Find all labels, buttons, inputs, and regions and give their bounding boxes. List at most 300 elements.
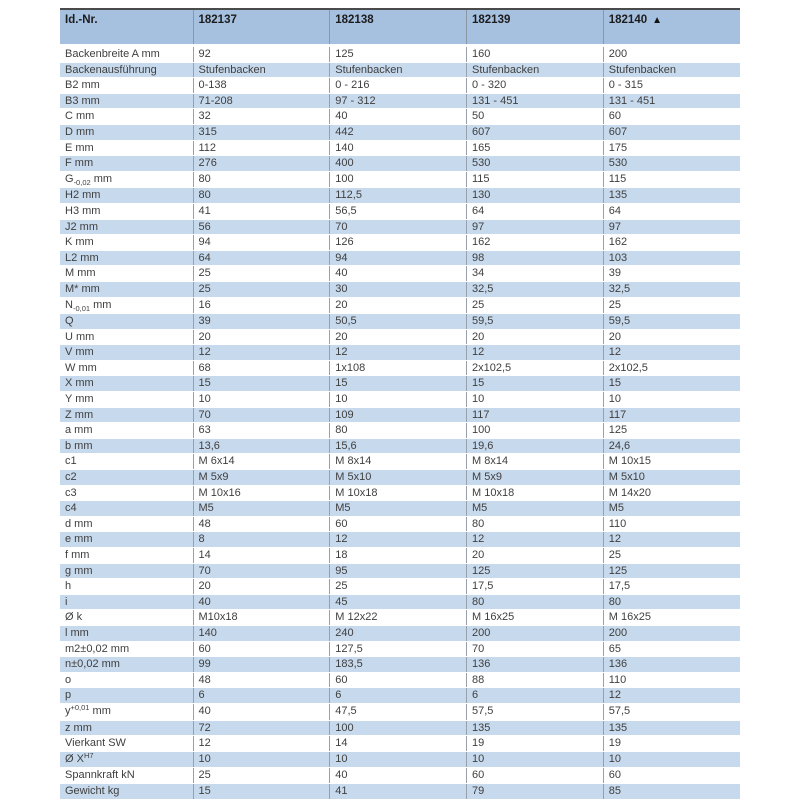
value-cell: 47,5 (330, 703, 467, 720)
value-cell: 94 (330, 250, 467, 266)
value-cell: 12 (330, 532, 467, 548)
value-cell: 41 (193, 203, 330, 219)
row-label: Q (60, 314, 193, 330)
value-cell: 17,5 (467, 579, 604, 595)
value-cell: 135 (467, 720, 604, 736)
value-cell: 10 (467, 392, 604, 408)
value-cell: 80 (193, 188, 330, 204)
table-row (60, 407, 740, 423)
value-cell: 80 (603, 594, 740, 610)
value-cell: 10 (330, 751, 467, 768)
table-row (60, 438, 740, 454)
value-cell: 12 (193, 345, 330, 361)
value-cell: 10 (330, 392, 467, 408)
value-cell: 80 (467, 594, 604, 610)
value-cell: 25 (330, 579, 467, 595)
value-cell: 64 (603, 203, 740, 219)
row-label: f mm (60, 548, 193, 564)
table-row (60, 78, 740, 94)
spec-table-wrap (60, 8, 740, 800)
row-label: J2 mm (60, 219, 193, 235)
value-cell: 240 (330, 625, 467, 641)
value-cell: 80 (467, 516, 604, 532)
table-row (60, 281, 740, 297)
table-row (60, 470, 740, 486)
value-cell: 50,5 (330, 314, 467, 330)
value-cell: 71-208 (193, 93, 330, 109)
value-cell: 19 (603, 736, 740, 752)
value-cell: 10 (467, 751, 604, 768)
value-cell: 115 (467, 171, 604, 188)
value-cell: 607 (467, 124, 604, 140)
value-cell: 136 (603, 657, 740, 673)
row-label: n±0,02 mm (60, 657, 193, 673)
value-cell: 65 (603, 641, 740, 657)
value-cell: Stufenbacken (193, 62, 330, 78)
table-row (60, 203, 740, 219)
value-cell: 165 (467, 140, 604, 156)
row-label: e mm (60, 532, 193, 548)
value-cell: 70 (330, 219, 467, 235)
table-row (60, 124, 740, 140)
row-label: g mm (60, 563, 193, 579)
value-cell: 80 (330, 423, 467, 439)
value-cell: M 5x10 (603, 470, 740, 486)
table-row (60, 579, 740, 595)
table-row (60, 423, 740, 439)
value-cell: M 12x22 (330, 610, 467, 626)
value-cell: 115 (603, 171, 740, 188)
value-cell: 25 (467, 297, 604, 314)
value-cell: 136 (467, 657, 604, 673)
table-row (60, 188, 740, 204)
value-cell: 88 (467, 672, 604, 688)
value-cell: 40 (330, 109, 467, 125)
value-cell: 32,5 (603, 281, 740, 297)
value-cell: M 5x9 (467, 470, 604, 486)
row-label: o (60, 672, 193, 688)
value-cell: 12 (330, 345, 467, 361)
value-cell: 6 (330, 688, 467, 704)
row-label: Ø $X^{H7}$ (60, 751, 193, 768)
value-cell: 110 (603, 516, 740, 532)
value-cell: M 16x25 (467, 610, 604, 626)
row-label: i (60, 594, 193, 610)
value-cell: 125 (330, 46, 467, 63)
value-cell: 15 (603, 376, 740, 392)
value-cell: 17,5 (603, 579, 740, 595)
table-row (60, 219, 740, 235)
row-label: K mm (60, 235, 193, 251)
value-cell: M 8x14 (467, 454, 604, 470)
row-label: Backenbreite A mm (60, 46, 193, 63)
table-row (60, 720, 740, 736)
value-cell: 19,6 (467, 438, 604, 454)
value-cell: 175 (603, 140, 740, 156)
value-cell: 0 - 216 (330, 78, 467, 94)
value-cell: 140 (330, 140, 467, 156)
value-cell: 1x108 (330, 360, 467, 376)
value-cell: 56 (193, 219, 330, 235)
row-label: D mm (60, 124, 193, 140)
value-cell: 68 (193, 360, 330, 376)
row-label: l mm (60, 625, 193, 641)
row-label: Spannkraft kN (60, 768, 193, 784)
value-cell: 60 (330, 516, 467, 532)
row-label: M mm (60, 266, 193, 282)
value-cell: Stufenbacken (467, 62, 604, 78)
triangle-marker-icon: ▲ (652, 15, 663, 26)
value-cell: 85 (603, 783, 740, 799)
value-cell: 15 (193, 376, 330, 392)
row-label: z mm (60, 720, 193, 736)
value-cell: 20 (603, 329, 740, 345)
value-cell: 20 (193, 579, 330, 595)
value-cell: 63 (193, 423, 330, 439)
row-label: Vierkant SW (60, 736, 193, 752)
value-cell: 140 (193, 625, 330, 641)
tolerance-subscript: -0,01 (72, 303, 91, 313)
value-cell: 79 (467, 783, 604, 799)
value-cell: 112 (193, 140, 330, 156)
value-cell: 183,5 (330, 657, 467, 673)
value-cell: 64 (193, 250, 330, 266)
value-cell: M 6x14 (193, 454, 330, 470)
table-row (60, 501, 740, 517)
row-label: Ø k (60, 610, 193, 626)
value-cell: 57,5 (603, 703, 740, 720)
value-cell: 70 (467, 641, 604, 657)
row-label: c2 (60, 470, 193, 486)
row-label: U mm (60, 329, 193, 345)
value-cell: 40 (193, 703, 330, 720)
value-cell: 32,5 (467, 281, 604, 297)
value-cell: 64 (467, 203, 604, 219)
table-row (60, 250, 740, 266)
value-cell: 13,6 (193, 438, 330, 454)
value-cell: 97 (467, 219, 604, 235)
value-cell: 15 (330, 376, 467, 392)
value-cell: 40 (330, 768, 467, 784)
value-cell: 0 - 315 (603, 78, 740, 94)
value-cell: 14 (193, 548, 330, 564)
row-label: Backenausführung (60, 62, 193, 78)
table-row (60, 657, 740, 673)
table-row (60, 140, 740, 156)
value-cell: 14 (330, 736, 467, 752)
value-cell: 100 (467, 423, 604, 439)
value-cell: 12 (467, 532, 604, 548)
value-cell: 400 (330, 156, 467, 172)
value-cell: 6 (467, 688, 604, 704)
value-cell: 50 (467, 109, 604, 125)
value-cell: 80 (193, 171, 330, 188)
row-label: c3 (60, 485, 193, 501)
value-cell: 97 - 312 (330, 93, 467, 109)
value-cell: 41 (330, 783, 467, 799)
value-cell: 30 (330, 281, 467, 297)
table-row (60, 454, 740, 470)
value-cell: 200 (603, 625, 740, 641)
value-cell: 12 (193, 736, 330, 752)
table-row (60, 736, 740, 752)
value-cell: 19 (467, 736, 604, 752)
value-cell: 103 (603, 250, 740, 266)
table-row (60, 625, 740, 641)
value-cell: 109 (330, 407, 467, 423)
table-row (60, 751, 740, 768)
table-row (60, 314, 740, 330)
value-cell: Stufenbacken (603, 62, 740, 78)
value-cell: 57,5 (467, 703, 604, 720)
table-row (60, 360, 740, 376)
table-row (60, 768, 740, 784)
table-row (60, 703, 740, 720)
value-cell: 135 (603, 188, 740, 204)
value-cell: 2x102,5 (603, 360, 740, 376)
value-cell: M 16x25 (603, 610, 740, 626)
table-row (60, 46, 740, 63)
value-cell: 10 (193, 751, 330, 768)
table-row (60, 109, 740, 125)
value-cell: 110 (603, 672, 740, 688)
table-row (60, 392, 740, 408)
value-cell: 10 (603, 392, 740, 408)
value-cell: 135 (603, 720, 740, 736)
value-cell: 40 (330, 266, 467, 282)
value-cell: 200 (467, 625, 604, 641)
value-cell: 60 (330, 672, 467, 688)
value-cell: 95 (330, 563, 467, 579)
spec-table-body (60, 46, 740, 800)
value-cell: 117 (603, 407, 740, 423)
value-cell: 92 (193, 46, 330, 63)
row-label: Y mm (60, 392, 193, 408)
value-cell: 15 (193, 783, 330, 799)
row-label: F mm (60, 156, 193, 172)
table-row (60, 297, 740, 314)
header-col-182138: 182138 (330, 9, 467, 46)
value-cell: 12 (467, 345, 604, 361)
row-label: d mm (60, 516, 193, 532)
row-label: Gewicht kg (60, 783, 193, 799)
value-cell: 160 (467, 46, 604, 63)
table-row (60, 610, 740, 626)
value-cell: 60 (467, 768, 604, 784)
value-cell: 60 (193, 641, 330, 657)
value-cell: 162 (467, 235, 604, 251)
value-cell: 607 (603, 124, 740, 140)
value-cell: 0 - 320 (467, 78, 604, 94)
table-row (60, 672, 740, 688)
value-cell: 48 (193, 672, 330, 688)
value-cell: 15 (467, 376, 604, 392)
value-cell: 25 (603, 297, 740, 314)
value-cell: M 10x18 (330, 485, 467, 501)
value-cell: 45 (330, 594, 467, 610)
value-cell: 125 (603, 563, 740, 579)
spec-table (60, 8, 740, 800)
row-label: $G_{-0,02}$ mm (60, 171, 193, 188)
value-cell: 48 (193, 516, 330, 532)
header-col-182140: 182140 ▲ (603, 9, 740, 46)
value-cell: 442 (330, 124, 467, 140)
value-cell: 18 (330, 548, 467, 564)
value-cell: 2x102,5 (467, 360, 604, 376)
table-row (60, 235, 740, 251)
table-row (60, 329, 740, 345)
row-label: B3 mm (60, 93, 193, 109)
value-cell: 20 (330, 297, 467, 314)
value-cell: 117 (467, 407, 604, 423)
value-cell: 24,6 (603, 438, 740, 454)
value-cell: 20 (467, 329, 604, 345)
value-cell: 25 (193, 768, 330, 784)
value-cell: 20 (193, 329, 330, 345)
row-label: a mm (60, 423, 193, 439)
value-cell: 94 (193, 235, 330, 251)
table-row (60, 62, 740, 78)
row-label: L2 mm (60, 250, 193, 266)
value-cell: 127,5 (330, 641, 467, 657)
row-label: B2 mm (60, 78, 193, 94)
value-cell: 10 (603, 751, 740, 768)
row-label: $y^{+0,01}$ mm (60, 703, 193, 720)
table-row (60, 376, 740, 392)
tolerance-superscript: H7 (83, 751, 94, 760)
value-cell: 20 (330, 329, 467, 345)
value-cell: M 10x15 (603, 454, 740, 470)
value-cell: M5 (467, 501, 604, 517)
value-cell: 12 (603, 688, 740, 704)
table-row (60, 548, 740, 564)
value-cell: 39 (193, 314, 330, 330)
value-cell: 276 (193, 156, 330, 172)
value-cell: 98 (467, 250, 604, 266)
value-cell: 100 (330, 171, 467, 188)
value-cell: M 8x14 (330, 454, 467, 470)
value-cell: 25 (193, 266, 330, 282)
row-label: M* mm (60, 281, 193, 297)
value-cell: 126 (330, 235, 467, 251)
row-label: c4 (60, 501, 193, 517)
header-col-182139: 182139 (467, 9, 604, 46)
table-row (60, 532, 740, 548)
value-cell: 125 (467, 563, 604, 579)
table-row (60, 594, 740, 610)
value-cell: 60 (603, 768, 740, 784)
value-cell: 60 (603, 109, 740, 125)
table-row (60, 171, 740, 188)
value-cell: 70 (193, 407, 330, 423)
tolerance-subscript: -0,02 (73, 177, 91, 187)
value-cell: 8 (193, 532, 330, 548)
value-cell: 12 (603, 345, 740, 361)
value-cell: 72 (193, 720, 330, 736)
value-cell: 162 (603, 235, 740, 251)
row-label: W mm (60, 360, 193, 376)
row-label: X mm (60, 376, 193, 392)
value-cell: 125 (603, 423, 740, 439)
value-cell: M 5x10 (330, 470, 467, 486)
tolerance-superscript: +0,01 (70, 703, 90, 712)
table-row (60, 563, 740, 579)
row-label: b mm (60, 438, 193, 454)
row-label: m2±0,02 mm (60, 641, 193, 657)
value-cell: M5 (603, 501, 740, 517)
value-cell: 25 (603, 548, 740, 564)
value-cell: 10 (193, 392, 330, 408)
value-cell: 530 (603, 156, 740, 172)
value-cell: 15,6 (330, 438, 467, 454)
row-label: p (60, 688, 193, 704)
table-row (60, 516, 740, 532)
value-cell: M5 (193, 501, 330, 517)
value-cell: 59,5 (467, 314, 604, 330)
value-cell: 70 (193, 563, 330, 579)
row-label: H2 mm (60, 188, 193, 204)
value-cell: 112,5 (330, 188, 467, 204)
value-cell: 530 (467, 156, 604, 172)
value-cell: 25 (193, 281, 330, 297)
spec-table-header (60, 9, 740, 46)
table-row (60, 641, 740, 657)
value-cell: 0-138 (193, 78, 330, 94)
value-cell: M5 (330, 501, 467, 517)
value-cell: 99 (193, 657, 330, 673)
row-label: c1 (60, 454, 193, 470)
value-cell: 20 (467, 548, 604, 564)
header-row (60, 9, 740, 46)
table-row (60, 93, 740, 109)
row-label: H3 mm (60, 203, 193, 219)
row-label: Z mm (60, 407, 193, 423)
value-cell: M 10x18 (467, 485, 604, 501)
value-cell: 39 (603, 266, 740, 282)
table-row (60, 783, 740, 799)
value-cell: 131 - 451 (603, 93, 740, 109)
table-row (60, 345, 740, 361)
value-cell: 97 (603, 219, 740, 235)
value-cell: 200 (603, 46, 740, 63)
value-cell: 34 (467, 266, 604, 282)
value-cell: 16 (193, 297, 330, 314)
table-row (60, 485, 740, 501)
header-id-label: Id.-Nr. (60, 9, 193, 46)
table-row (60, 688, 740, 704)
value-cell: 40 (193, 594, 330, 610)
row-label: $N_{-0,01}$ mm (60, 297, 193, 314)
value-cell: 100 (330, 720, 467, 736)
value-cell: M10x18 (193, 610, 330, 626)
row-label: C mm (60, 109, 193, 125)
table-row (60, 156, 740, 172)
value-cell: 32 (193, 109, 330, 125)
table-row (60, 266, 740, 282)
value-cell: 12 (603, 532, 740, 548)
value-cell: 130 (467, 188, 604, 204)
value-cell: 56,5 (330, 203, 467, 219)
row-label: V mm (60, 345, 193, 361)
value-cell: M 14x20 (603, 485, 740, 501)
row-label: E mm (60, 140, 193, 156)
value-cell: 6 (193, 688, 330, 704)
value-cell: Stufenbacken (330, 62, 467, 78)
row-label: h (60, 579, 193, 595)
value-cell: 59,5 (603, 314, 740, 330)
header-col-182137: 182137 (193, 9, 330, 46)
value-cell: 315 (193, 124, 330, 140)
